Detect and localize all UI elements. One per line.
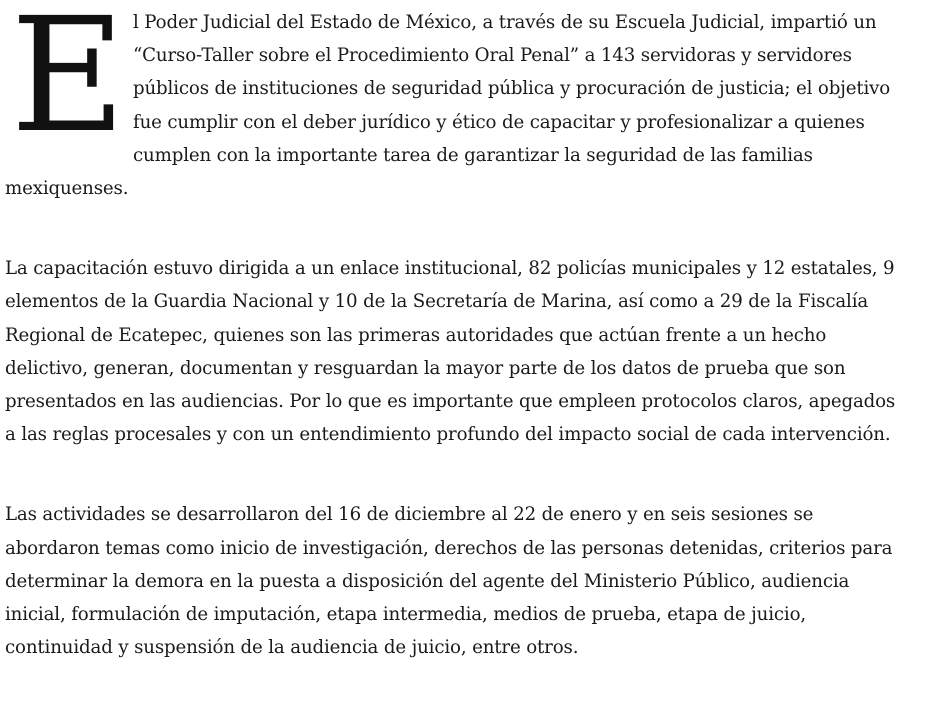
- article-paragraph-3: Las actividades se desarrollaron del 16 de diciembre al 22 de enero y en seis sesiones se abordaron temas como inicio de investigación, derechos de las personas detenidas, criterios para determinar la demora en la puesta a disposición del agente del Ministerio Público, audiencia inicial, formulación de imputación, etapa intermedia, medios de prueba, etapa de juicio, continuidad y suspensión de la audiencia de juicio, entre otros.: [5, 504, 893, 659]
- paragraph-1-text: l Poder Judicial del Estado de México, a través de su Escuela Judicial, impartió un “Curso-Taller sobre el Procedimiento Oral Penal” a 143 servidoras y servidores públicos de instituciones de seguridad pública y procuración de justicia; el objetivo fue cumplir con el deber jurídico y ético de capacitar y profesionalizar a quienes cumplen con la importante tarea de garantizar la seguridad de las familias mexiquenses.: [5, 12, 891, 200]
- article-paragraph-1: [5, 0, 905, 205]
- drop-cap-letter: E: [10, 0, 126, 168]
- article-paragraph-2: La capacitación estuvo dirigida a un enlace institucional, 82 policías municipales y 12 estatales, 9 elementos de la Guardia Nacional y 10 de la Secretaría de Marina, así como a 29 de la Fiscalía Regional de Ecatepec, quienes son las primeras autoridades que actúan frente a un hecho delictivo, generan, documentan y resguardan la mayor parte de los datos de prueba que son presentados en las audiencias. Por lo que es importante que empleen protocolos claros, apegados a las reglas procesales y con un entendimiento profundo del impacto social de cada intervención.: [5, 258, 896, 446]
- article-body: [5, 0, 905, 711]
